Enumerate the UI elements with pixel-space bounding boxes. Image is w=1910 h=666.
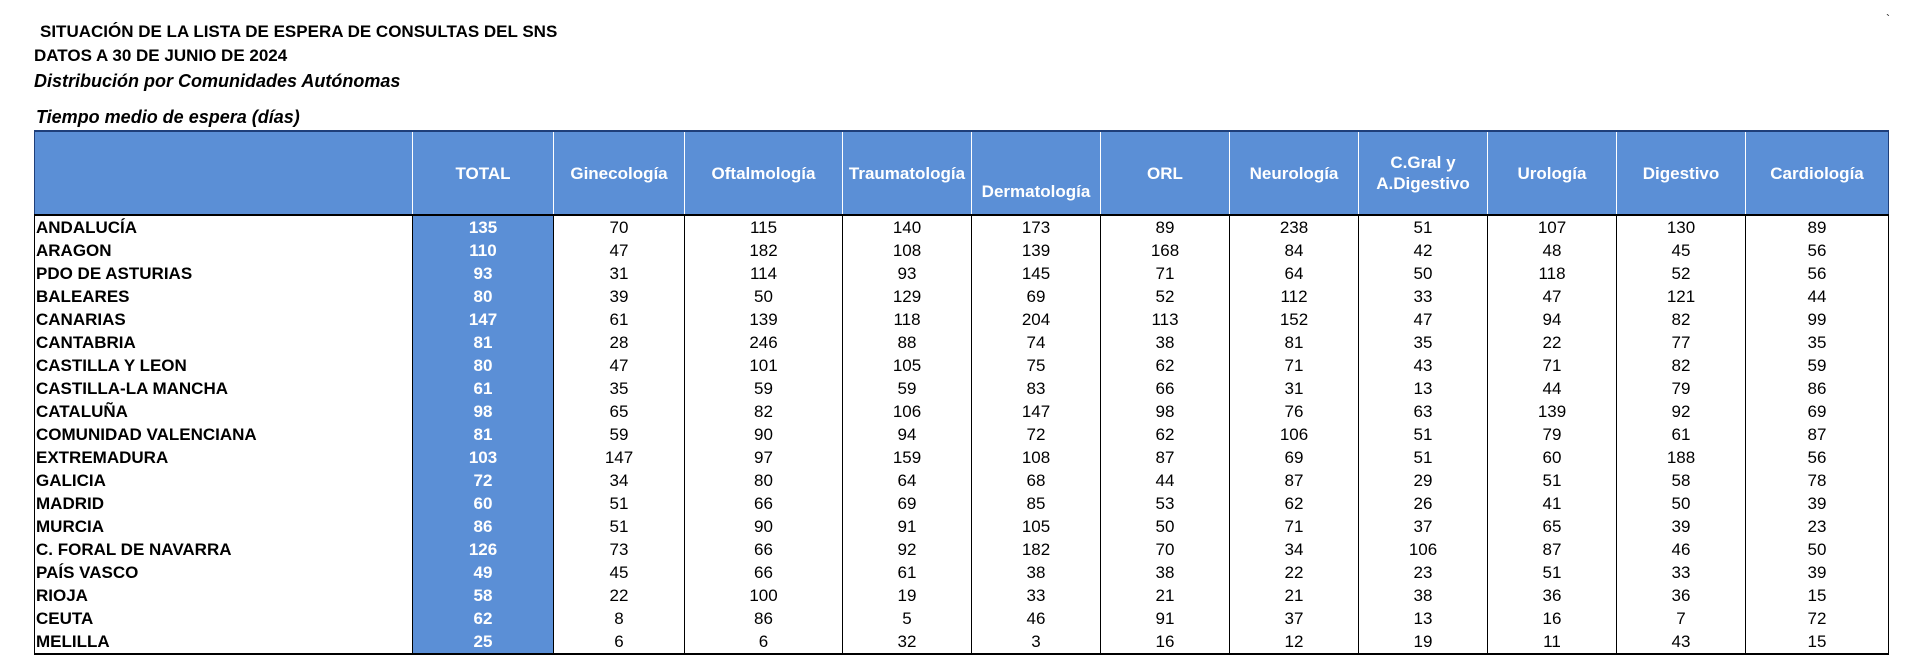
value-cell: 45: [1617, 239, 1746, 262]
total-cell: 93: [413, 262, 554, 285]
column-header-dermatologia: Dermatología: [972, 131, 1101, 215]
value-cell: 86: [685, 607, 843, 630]
value-cell: 56: [1746, 262, 1889, 285]
table-body: [35, 215, 1889, 654]
value-cell: 68: [972, 469, 1101, 492]
value-cell: 44: [1746, 285, 1889, 308]
total-cell: 60: [413, 492, 554, 515]
value-cell: 51: [1488, 561, 1617, 584]
region-name-cell: RIOJA: [35, 584, 413, 607]
region-name-cell: COMUNIDAD VALENCIANA: [35, 423, 413, 446]
value-cell: 60: [1488, 446, 1617, 469]
value-cell: 94: [1488, 308, 1617, 331]
table-row: [35, 215, 1889, 239]
value-cell: 33: [972, 584, 1101, 607]
table-row: [35, 423, 1889, 446]
value-cell: 42: [1359, 239, 1488, 262]
value-cell: 43: [1617, 630, 1746, 654]
total-cell: 25: [413, 630, 554, 654]
value-cell: 38: [1101, 561, 1230, 584]
total-cell: 135: [413, 215, 554, 239]
value-cell: 62: [1101, 354, 1230, 377]
value-cell: 45: [554, 561, 685, 584]
value-cell: 35: [554, 377, 685, 400]
total-cell: 61: [413, 377, 554, 400]
value-cell: 71: [1230, 515, 1359, 538]
value-cell: 100: [685, 584, 843, 607]
value-cell: 81: [1230, 331, 1359, 354]
value-cell: 83: [972, 377, 1101, 400]
value-cell: 84: [1230, 239, 1359, 262]
value-cell: 21: [1230, 584, 1359, 607]
value-cell: 87: [1488, 538, 1617, 561]
value-cell: 23: [1746, 515, 1889, 538]
value-cell: 58: [1617, 469, 1746, 492]
column-header-orl: ORL: [1101, 131, 1230, 215]
value-cell: 34: [1230, 538, 1359, 561]
value-cell: 118: [843, 308, 972, 331]
value-cell: 13: [1359, 607, 1488, 630]
region-name-cell: CASTILLA Y LEON: [35, 354, 413, 377]
report-title: SITUACIÓN DE LA LISTA DE ESPERA DE CONSULTAS DEL SNS: [40, 22, 558, 41]
value-cell: 46: [1617, 538, 1746, 561]
value-cell: 182: [972, 538, 1101, 561]
region-name-cell: CASTILLA-LA MANCHA: [35, 377, 413, 400]
table-row: [35, 584, 1889, 607]
value-cell: 188: [1617, 446, 1746, 469]
total-cell: 81: [413, 423, 554, 446]
total-cell: 72: [413, 469, 554, 492]
value-cell: 3: [972, 630, 1101, 654]
value-cell: 62: [1101, 423, 1230, 446]
value-cell: 46: [972, 607, 1101, 630]
value-cell: 182: [685, 239, 843, 262]
value-cell: 51: [554, 515, 685, 538]
value-cell: 66: [685, 538, 843, 561]
value-cell: 105: [972, 515, 1101, 538]
value-cell: 36: [1488, 584, 1617, 607]
value-cell: 159: [843, 446, 972, 469]
value-cell: 47: [554, 354, 685, 377]
value-cell: 19: [843, 584, 972, 607]
value-cell: 145: [972, 262, 1101, 285]
table-row: [35, 538, 1889, 561]
value-cell: 74: [972, 331, 1101, 354]
value-cell: 35: [1746, 331, 1889, 354]
value-cell: 51: [1359, 215, 1488, 239]
value-cell: 92: [1617, 400, 1746, 423]
column-header-region: [35, 131, 413, 215]
value-cell: 52: [1617, 262, 1746, 285]
value-cell: 69: [972, 285, 1101, 308]
value-cell: 6: [554, 630, 685, 654]
column-header-total: TOTAL: [413, 131, 554, 215]
region-name-cell: ANDALUCÍA: [35, 215, 413, 239]
value-cell: 97: [685, 446, 843, 469]
value-cell: 32: [843, 630, 972, 654]
report-subtitle: Distribución por Comunidades Autónomas: [34, 71, 401, 91]
value-cell: 87: [1746, 423, 1889, 446]
column-header-neurologia: Neurología: [1230, 131, 1359, 215]
value-cell: 12: [1230, 630, 1359, 654]
value-cell: 48: [1488, 239, 1617, 262]
value-cell: 51: [1359, 446, 1488, 469]
value-cell: 31: [554, 262, 685, 285]
table-row: [35, 515, 1889, 538]
value-cell: 34: [554, 469, 685, 492]
value-cell: 118: [1488, 262, 1617, 285]
value-cell: 98: [1101, 400, 1230, 423]
region-name-cell: CANARIAS: [35, 308, 413, 331]
value-cell: 59: [685, 377, 843, 400]
value-cell: 23: [1359, 561, 1488, 584]
total-cell: 49: [413, 561, 554, 584]
column-header-cgral-digestivo: C.Gral y A.Digestivo: [1359, 131, 1488, 215]
value-cell: 56: [1746, 239, 1889, 262]
table-row: [35, 469, 1889, 492]
value-cell: 5: [843, 607, 972, 630]
table-row: [35, 607, 1889, 630]
value-cell: 79: [1617, 377, 1746, 400]
value-cell: 59: [554, 423, 685, 446]
value-cell: 140: [843, 215, 972, 239]
value-cell: 82: [1617, 308, 1746, 331]
value-cell: 80: [685, 469, 843, 492]
value-cell: 87: [1101, 446, 1230, 469]
value-cell: 41: [1488, 492, 1617, 515]
value-cell: 22: [554, 584, 685, 607]
value-cell: 51: [554, 492, 685, 515]
value-cell: 72: [972, 423, 1101, 446]
region-name-cell: CANTABRIA: [35, 331, 413, 354]
value-cell: 90: [685, 423, 843, 446]
value-cell: 6: [685, 630, 843, 654]
column-header-digestivo: Digestivo: [1617, 131, 1746, 215]
column-header-traumatologia: Traumatología: [843, 131, 972, 215]
report-date: DATOS A 30 DE JUNIO DE 2024: [34, 46, 288, 65]
value-cell: 38: [1359, 584, 1488, 607]
table-row: [35, 331, 1889, 354]
value-cell: 107: [1488, 215, 1617, 239]
table-row: [35, 400, 1889, 423]
value-cell: 51: [1488, 469, 1617, 492]
value-cell: 238: [1230, 215, 1359, 239]
value-cell: 71: [1230, 354, 1359, 377]
value-cell: 91: [843, 515, 972, 538]
value-cell: 33: [1617, 561, 1746, 584]
value-cell: 39: [1746, 561, 1889, 584]
total-cell: 80: [413, 285, 554, 308]
region-name-cell: ARAGON: [35, 239, 413, 262]
total-cell: 81: [413, 331, 554, 354]
value-cell: 129: [843, 285, 972, 308]
value-cell: 15: [1746, 584, 1889, 607]
value-cell: 29: [1359, 469, 1488, 492]
value-cell: 50: [1746, 538, 1889, 561]
value-cell: 246: [685, 331, 843, 354]
column-header-ginecologia: Ginecología: [554, 131, 685, 215]
value-cell: 50: [1101, 515, 1230, 538]
value-cell: 89: [1746, 215, 1889, 239]
region-name-cell: EXTREMADURA: [35, 446, 413, 469]
value-cell: 66: [685, 561, 843, 584]
value-cell: 39: [1746, 492, 1889, 515]
value-cell: 38: [972, 561, 1101, 584]
value-cell: 92: [843, 538, 972, 561]
total-cell: 86: [413, 515, 554, 538]
total-cell: 58: [413, 584, 554, 607]
table-row: [35, 239, 1889, 262]
value-cell: 59: [1746, 354, 1889, 377]
value-cell: 73: [554, 538, 685, 561]
region-name-cell: MURCIA: [35, 515, 413, 538]
value-cell: 22: [1488, 331, 1617, 354]
value-cell: 16: [1488, 607, 1617, 630]
value-cell: 53: [1101, 492, 1230, 515]
total-cell: 110: [413, 239, 554, 262]
value-cell: 112: [1230, 285, 1359, 308]
value-cell: 101: [685, 354, 843, 377]
value-cell: 61: [843, 561, 972, 584]
value-cell: 22: [1230, 561, 1359, 584]
table-row: [35, 561, 1889, 584]
value-cell: 204: [972, 308, 1101, 331]
region-name-cell: PAÍS VASCO: [35, 561, 413, 584]
value-cell: 71: [1101, 262, 1230, 285]
value-cell: 173: [972, 215, 1101, 239]
value-cell: 77: [1617, 331, 1746, 354]
region-name-cell: BALEARES: [35, 285, 413, 308]
table-row: [35, 630, 1889, 654]
value-cell: 85: [972, 492, 1101, 515]
total-cell: 62: [413, 607, 554, 630]
value-cell: 72: [1746, 607, 1889, 630]
value-cell: 90: [685, 515, 843, 538]
value-cell: 44: [1488, 377, 1617, 400]
value-cell: 82: [1617, 354, 1746, 377]
value-cell: 26: [1359, 492, 1488, 515]
value-cell: 43: [1359, 354, 1488, 377]
value-cell: 108: [972, 446, 1101, 469]
value-cell: 62: [1230, 492, 1359, 515]
value-cell: 70: [1101, 538, 1230, 561]
value-cell: 66: [1101, 377, 1230, 400]
value-cell: 47: [1359, 308, 1488, 331]
value-cell: 61: [554, 308, 685, 331]
value-cell: 44: [1101, 469, 1230, 492]
value-cell: 69: [843, 492, 972, 515]
value-cell: 82: [685, 400, 843, 423]
value-cell: 33: [1359, 285, 1488, 308]
value-cell: 168: [1101, 239, 1230, 262]
value-cell: 66: [685, 492, 843, 515]
table-row: [35, 377, 1889, 400]
value-cell: 139: [685, 308, 843, 331]
value-cell: 88: [843, 331, 972, 354]
value-cell: 37: [1230, 607, 1359, 630]
region-name-cell: CEUTA: [35, 607, 413, 630]
waiting-times-table: [34, 130, 1889, 655]
value-cell: 69: [1230, 446, 1359, 469]
value-cell: 114: [685, 262, 843, 285]
value-cell: 121: [1617, 285, 1746, 308]
value-cell: 47: [554, 239, 685, 262]
table-row: [35, 446, 1889, 469]
region-name-cell: MELILLA: [35, 630, 413, 654]
value-cell: 35: [1359, 331, 1488, 354]
value-cell: 87: [1230, 469, 1359, 492]
value-cell: 50: [685, 285, 843, 308]
value-cell: 37: [1359, 515, 1488, 538]
value-cell: 50: [1359, 262, 1488, 285]
value-cell: 16: [1101, 630, 1230, 654]
value-cell: 63: [1359, 400, 1488, 423]
total-cell: 98: [413, 400, 554, 423]
value-cell: 70: [554, 215, 685, 239]
value-cell: 38: [1101, 331, 1230, 354]
value-cell: 7: [1617, 607, 1746, 630]
value-cell: 139: [1488, 400, 1617, 423]
value-cell: 52: [1101, 285, 1230, 308]
value-cell: 39: [1617, 515, 1746, 538]
value-cell: 47: [1488, 285, 1617, 308]
region-name-cell: GALICIA: [35, 469, 413, 492]
table-row: [35, 308, 1889, 331]
value-cell: 152: [1230, 308, 1359, 331]
value-cell: 113: [1101, 308, 1230, 331]
value-cell: 139: [972, 239, 1101, 262]
value-cell: 61: [1617, 423, 1746, 446]
column-header-urologia: Urología: [1488, 131, 1617, 215]
region-name-cell: C. FORAL DE NAVARRA: [35, 538, 413, 561]
value-cell: 8: [554, 607, 685, 630]
value-cell: 130: [1617, 215, 1746, 239]
value-cell: 106: [1230, 423, 1359, 446]
column-header-oftalmologia: Oftalmología: [685, 131, 843, 215]
total-cell: 147: [413, 308, 554, 331]
value-cell: 106: [843, 400, 972, 423]
value-cell: 78: [1746, 469, 1889, 492]
region-name-cell: MADRID: [35, 492, 413, 515]
value-cell: 79: [1488, 423, 1617, 446]
region-name-cell: CATALUÑA: [35, 400, 413, 423]
total-cell: 103: [413, 446, 554, 469]
table-row: [35, 354, 1889, 377]
value-cell: 64: [843, 469, 972, 492]
value-cell: 147: [972, 400, 1101, 423]
value-cell: 11: [1488, 630, 1617, 654]
total-cell: 126: [413, 538, 554, 561]
value-cell: 65: [554, 400, 685, 423]
value-cell: 91: [1101, 607, 1230, 630]
value-cell: 106: [1359, 538, 1488, 561]
value-cell: 76: [1230, 400, 1359, 423]
total-cell: 80: [413, 354, 554, 377]
table-row: [35, 492, 1889, 515]
column-header-cardiologia: Cardiología: [1746, 131, 1889, 215]
value-cell: 36: [1617, 584, 1746, 607]
value-cell: 19: [1359, 630, 1488, 654]
value-cell: 39: [554, 285, 685, 308]
value-cell: 51: [1359, 423, 1488, 446]
value-cell: 59: [843, 377, 972, 400]
value-cell: 89: [1101, 215, 1230, 239]
value-cell: 65: [1488, 515, 1617, 538]
value-cell: 13: [1359, 377, 1488, 400]
corner-mark: `: [1886, 12, 1890, 26]
value-cell: 147: [554, 446, 685, 469]
region-name-cell: PDO DE ASTURIAS: [35, 262, 413, 285]
value-cell: 115: [685, 215, 843, 239]
value-cell: 21: [1101, 584, 1230, 607]
value-cell: 71: [1488, 354, 1617, 377]
value-cell: 69: [1746, 400, 1889, 423]
table-caption: Tiempo medio de espera (días): [36, 107, 300, 127]
value-cell: 50: [1617, 492, 1746, 515]
table-header-row: [35, 131, 1889, 215]
table-row: [35, 262, 1889, 285]
value-cell: 75: [972, 354, 1101, 377]
value-cell: 99: [1746, 308, 1889, 331]
value-cell: 56: [1746, 446, 1889, 469]
table-row: [35, 285, 1889, 308]
value-cell: 64: [1230, 262, 1359, 285]
value-cell: 94: [843, 423, 972, 446]
value-cell: 31: [1230, 377, 1359, 400]
value-cell: 28: [554, 331, 685, 354]
value-cell: 105: [843, 354, 972, 377]
value-cell: 93: [843, 262, 972, 285]
value-cell: 86: [1746, 377, 1889, 400]
value-cell: 15: [1746, 630, 1889, 654]
value-cell: 108: [843, 239, 972, 262]
